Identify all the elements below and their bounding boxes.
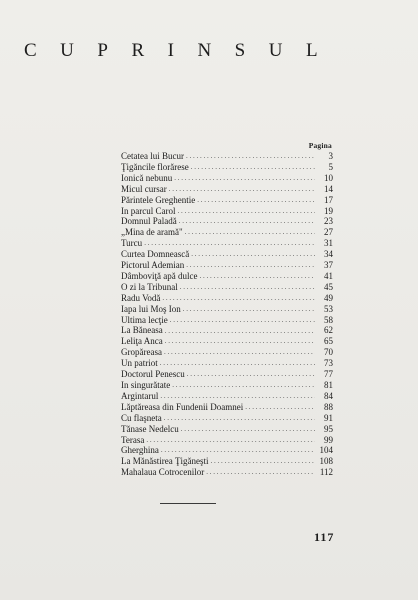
toc-dot-leader	[144, 238, 315, 249]
toc-entry	[121, 315, 333, 326]
toc-dot-leader	[162, 293, 315, 304]
toc-entry	[121, 260, 333, 271]
toc-dot-leader	[191, 162, 315, 173]
toc-entry-title: Părintele Greghentie	[121, 194, 196, 205]
toc-entry	[121, 216, 333, 227]
toc-entry-page: 95	[324, 423, 333, 434]
toc-entry-page: 5	[328, 161, 333, 172]
toc-dot-leader	[183, 304, 315, 315]
toc-entry	[121, 206, 333, 217]
toc-dot-leader	[186, 260, 315, 271]
toc-entry	[121, 293, 333, 304]
toc-entry-title: La Băneasa	[121, 325, 163, 336]
toc-entry	[121, 238, 333, 249]
toc-dot-leader	[181, 424, 315, 435]
toc-dot-leader	[206, 467, 315, 478]
toc-entry	[121, 347, 333, 358]
toc-entry	[121, 326, 333, 337]
table-of-contents	[121, 151, 333, 478]
toc-entry	[121, 435, 333, 446]
toc-entry-title: Iapa lui Moş Ion	[121, 303, 181, 314]
toc-entry	[121, 445, 333, 456]
toc-entry	[121, 336, 333, 347]
toc-entry	[121, 227, 333, 238]
toc-entry-page: 99	[324, 434, 333, 445]
toc-entry-page: 34	[324, 249, 333, 260]
toc-entry-page: 65	[324, 336, 333, 347]
toc-entry-title: Cetatea lui Bucur	[121, 150, 184, 161]
toc-entry	[121, 151, 333, 162]
toc-entry-title: Doctorul Penescu	[121, 369, 185, 380]
toc-entry-title: Domnul Paladă	[121, 216, 177, 227]
toc-dot-leader	[169, 184, 315, 195]
toc-dot-leader	[164, 347, 315, 358]
page-title: CUPRINSUL	[24, 40, 342, 61]
toc-entry-page: 14	[324, 183, 333, 194]
toc-entry-page: 70	[324, 347, 333, 358]
toc-dot-leader	[185, 227, 315, 238]
toc-dot-leader	[146, 435, 315, 446]
toc-entry	[121, 173, 333, 184]
toc-entry-title: Curtea Domnească	[121, 249, 190, 260]
toc-entry-title: Cu flaşneta	[121, 412, 162, 423]
toc-entry-title: Terasa	[121, 434, 145, 445]
toc-entry-page: 53	[324, 303, 333, 314]
toc-entry-title: Micul cursar	[121, 183, 167, 194]
toc-entry-page: 88	[324, 401, 333, 412]
toc-dot-leader	[199, 271, 315, 282]
toc-entry-title: Ţigăncile florărese	[121, 161, 189, 172]
toc-entry-page: 104	[319, 445, 333, 456]
toc-dot-leader	[187, 369, 315, 380]
toc-entry	[121, 184, 333, 195]
toc-entry-page: 73	[324, 358, 333, 369]
toc-entry-page: 37	[324, 260, 333, 271]
toc-entry-title: Dâmboviţă apă dulce	[121, 270, 198, 281]
toc-entry	[121, 282, 333, 293]
toc-dot-leader	[172, 380, 315, 391]
toc-dot-leader	[210, 456, 315, 467]
toc-entry-title: Gropăreasa	[121, 347, 162, 358]
toc-dot-leader	[186, 151, 315, 162]
toc-dot-leader	[165, 326, 315, 337]
toc-dot-leader	[170, 315, 315, 326]
toc-dot-leader	[164, 413, 315, 424]
toc-entry-page: 31	[324, 238, 333, 249]
toc-dot-leader	[191, 249, 315, 260]
toc-dot-leader	[197, 195, 315, 206]
toc-entry-page: 3	[328, 150, 333, 161]
toc-entry-page: 91	[324, 412, 333, 423]
toc-entry-page: 27	[324, 227, 333, 238]
toc-entry-title: Turcu	[121, 238, 143, 249]
toc-entry	[121, 249, 333, 260]
toc-entry	[121, 456, 333, 467]
toc-entry-page: 77	[324, 369, 333, 380]
toc-entry-page: 81	[324, 380, 333, 391]
page-column-header: Pagina	[308, 141, 332, 150]
toc-entry-title: Radu Vodă	[121, 292, 161, 303]
toc-entry-page: 84	[324, 390, 333, 401]
toc-entry-title: O zi la Tribunal	[121, 281, 178, 292]
toc-entry-title: Pictorul Ademian	[121, 260, 185, 271]
toc-entry-page: 23	[324, 216, 333, 227]
toc-entry-page: 17	[324, 194, 333, 205]
toc-entry	[121, 369, 333, 380]
toc-dot-leader	[174, 173, 315, 184]
toc-entry	[121, 304, 333, 315]
page-number: 117	[314, 530, 335, 544]
toc-entry	[121, 195, 333, 206]
toc-dot-leader	[179, 216, 315, 227]
toc-entry-title: Leliţa Anca	[121, 336, 163, 347]
toc-entry-title: Lăptăreasa din Fundenii Doamnei	[121, 401, 244, 412]
toc-entry	[121, 467, 333, 478]
toc-entry-page: 49	[324, 292, 333, 303]
toc-dot-leader	[245, 402, 315, 413]
toc-entry-title: Tănase Nedelcu	[121, 423, 179, 434]
toc-entry	[121, 424, 333, 435]
divider-rule	[160, 503, 216, 504]
toc-entry	[121, 380, 333, 391]
toc-dot-leader	[160, 358, 315, 369]
toc-entry-page: 58	[324, 314, 333, 325]
toc-entry-title: Mahalaua Cotrocenilor	[121, 467, 205, 478]
toc-entry-page: 108	[319, 456, 333, 467]
toc-dot-leader	[161, 445, 315, 456]
toc-entry-title: In singurătate	[121, 380, 171, 391]
toc-dot-leader	[180, 282, 315, 293]
toc-entry-title: Argintarul	[121, 390, 159, 401]
toc-entry	[121, 271, 333, 282]
toc-entry-page: 112	[319, 467, 333, 478]
toc-entry-title: Ultima lecţie	[121, 314, 168, 325]
toc-entry-title: Un patriot	[121, 358, 158, 369]
toc-entry	[121, 413, 333, 424]
toc-entry	[121, 162, 333, 173]
toc-entry-page: 62	[324, 325, 333, 336]
toc-entry-page: 10	[324, 172, 333, 183]
toc-entry	[121, 358, 333, 369]
toc-entry-title: Gherghina	[121, 445, 159, 456]
toc-entry-page: 19	[324, 205, 333, 216]
toc-dot-leader	[177, 206, 315, 217]
toc-entry-title: „Mina de aramă"	[121, 227, 183, 238]
toc-entry	[121, 402, 333, 413]
toc-dot-leader	[160, 391, 315, 402]
toc-entry	[121, 391, 333, 402]
toc-entry-title: In parcul Carol	[121, 205, 176, 216]
toc-entry-title: La Mănăstirea Ţigăneşti	[121, 456, 209, 467]
toc-dot-leader	[165, 336, 315, 347]
toc-entry-page: 41	[324, 270, 333, 281]
toc-entry-title: Ionică nebunu	[121, 172, 173, 183]
toc-entry-page: 45	[324, 281, 333, 292]
